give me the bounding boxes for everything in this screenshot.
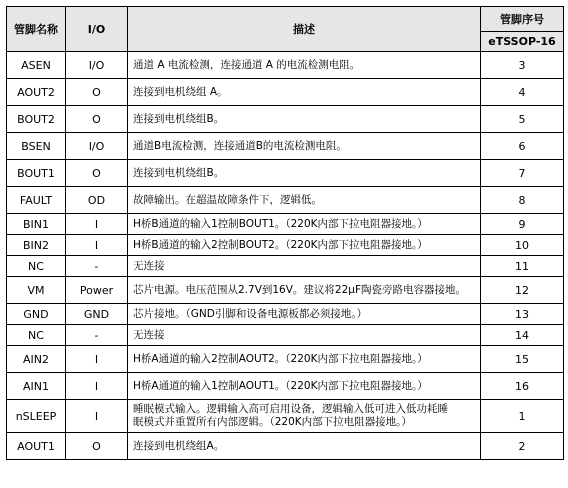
table-row xyxy=(7,256,564,277)
table-row xyxy=(7,373,564,400)
description-line: 睡眠模式输入。逻辑输入高可启用设备，逻辑输入低可进入低功耗睡 xyxy=(133,403,448,415)
description-cell: H桥B通道的输入1控制BOUT1。（220K内部下拉电阻器接地。） xyxy=(128,214,481,235)
table-row xyxy=(7,133,564,160)
pin-number-cell: 11 xyxy=(481,256,564,277)
pin-name-cell: BOUT1 xyxy=(7,160,66,187)
pin-name-cell: AOUT1 xyxy=(7,433,66,460)
description-cell xyxy=(128,400,481,433)
pin-name-cell: AIN1 xyxy=(7,373,66,400)
header-pin-number: 管脚序号 xyxy=(481,7,564,32)
description-cell: H桥B通道的输入2控制BOUT2。（220K内部下拉电阻器接地。） xyxy=(128,235,481,256)
description-line: 眠模式并重置所有内部逻辑。（220K内部下拉电阻器接地。） xyxy=(133,416,412,428)
description-cell: 连接到电机绕组A。 xyxy=(128,433,481,460)
table-row xyxy=(7,400,564,433)
table-row xyxy=(7,214,564,235)
io-cell: - xyxy=(66,325,128,346)
pin-number-cell: 4 xyxy=(481,79,564,106)
pin-name-cell: FAULT xyxy=(7,187,66,214)
pin-number-cell: 3 xyxy=(481,52,564,79)
io-cell: I xyxy=(66,214,128,235)
table-row xyxy=(7,160,564,187)
io-cell: - xyxy=(66,256,128,277)
io-cell: O xyxy=(66,160,128,187)
header-pin-name: 管脚名称 xyxy=(7,7,66,52)
table-row xyxy=(7,79,564,106)
pin-name-cell: BIN2 xyxy=(7,235,66,256)
pin-name-cell: BSEN xyxy=(7,133,66,160)
header-package: eTSSOP-16 xyxy=(481,32,564,52)
table-row xyxy=(7,433,564,460)
description-cell: 通道B电流检测，连接通道B的电流检测电阻。 xyxy=(128,133,481,160)
description-cell: 无连接 xyxy=(128,325,481,346)
pin-number-cell: 1 xyxy=(481,400,564,433)
header-io: I/O xyxy=(66,7,128,52)
pin-number-cell: 8 xyxy=(481,187,564,214)
table-row xyxy=(7,277,564,304)
io-cell: I xyxy=(66,235,128,256)
io-cell: GND xyxy=(66,304,128,325)
pin-name-cell: nSLEEP xyxy=(7,400,66,433)
io-cell: OD xyxy=(66,187,128,214)
io-cell: O xyxy=(66,79,128,106)
pin-number-cell: 2 xyxy=(481,433,564,460)
io-cell: I/O xyxy=(66,133,128,160)
pin-number-cell: 14 xyxy=(481,325,564,346)
io-cell: I xyxy=(66,400,128,433)
pin-name-cell: BIN1 xyxy=(7,214,66,235)
io-cell: O xyxy=(66,106,128,133)
io-cell: Power xyxy=(66,277,128,304)
pin-number-cell: 6 xyxy=(481,133,564,160)
table-row xyxy=(7,304,564,325)
pin-name-cell: GND xyxy=(7,304,66,325)
description-cell: 无连接 xyxy=(128,256,481,277)
pin-name-cell: VM xyxy=(7,277,66,304)
header-description: 描述 xyxy=(128,7,481,52)
table-row xyxy=(7,52,564,79)
description-cell: 连接到电机绕组 A。 xyxy=(128,79,481,106)
pin-name-cell: ASEN xyxy=(7,52,66,79)
description-cell: 芯片电源。电压范围从2.7V到16V。建议将22μF陶瓷旁路电容器接地。 xyxy=(128,277,481,304)
pin-number-cell: 7 xyxy=(481,160,564,187)
pin-name-cell: AOUT2 xyxy=(7,79,66,106)
table-row xyxy=(7,235,564,256)
table-row xyxy=(7,346,564,373)
description-cell: 连接到电机绕组B。 xyxy=(128,106,481,133)
pin-number-cell: 5 xyxy=(481,106,564,133)
io-cell: O xyxy=(66,433,128,460)
table-row xyxy=(7,325,564,346)
pin-name-cell: AIN2 xyxy=(7,346,66,373)
description-cell: 连接到电机绕组B。 xyxy=(128,160,481,187)
pin-name-cell: NC xyxy=(7,256,66,277)
pin-number-cell: 15 xyxy=(481,346,564,373)
io-cell: I/O xyxy=(66,52,128,79)
description-cell: 芯片接地。（GND引脚和设备电源板都必须接地。） xyxy=(128,304,481,325)
pin-number-cell: 10 xyxy=(481,235,564,256)
pin-name-cell: NC xyxy=(7,325,66,346)
pin-number-cell: 12 xyxy=(481,277,564,304)
pin-description-table xyxy=(6,6,563,483)
pin-number-cell: 13 xyxy=(481,304,564,325)
description-cell: 通道 A 电流检测，连接通道 A 的电流检测电阻。 xyxy=(128,52,481,79)
table-row xyxy=(7,106,564,133)
description-cell: H桥A通道的输入2控制AOUT2。（220K内部下拉电阻器接地。） xyxy=(128,346,481,373)
pin-number-cell: 16 xyxy=(481,373,564,400)
description-cell: H桥A通道的输入1控制AOUT1。（220K内部下拉电阻器接地。） xyxy=(128,373,481,400)
pin-number-cell: 9 xyxy=(481,214,564,235)
description-cell: 故障输出。在超温故障条件下，逻辑低。 xyxy=(128,187,481,214)
table-row xyxy=(7,187,564,214)
io-cell: I xyxy=(66,346,128,373)
io-cell: I xyxy=(66,373,128,400)
pin-name-cell: BOUT2 xyxy=(7,106,66,133)
